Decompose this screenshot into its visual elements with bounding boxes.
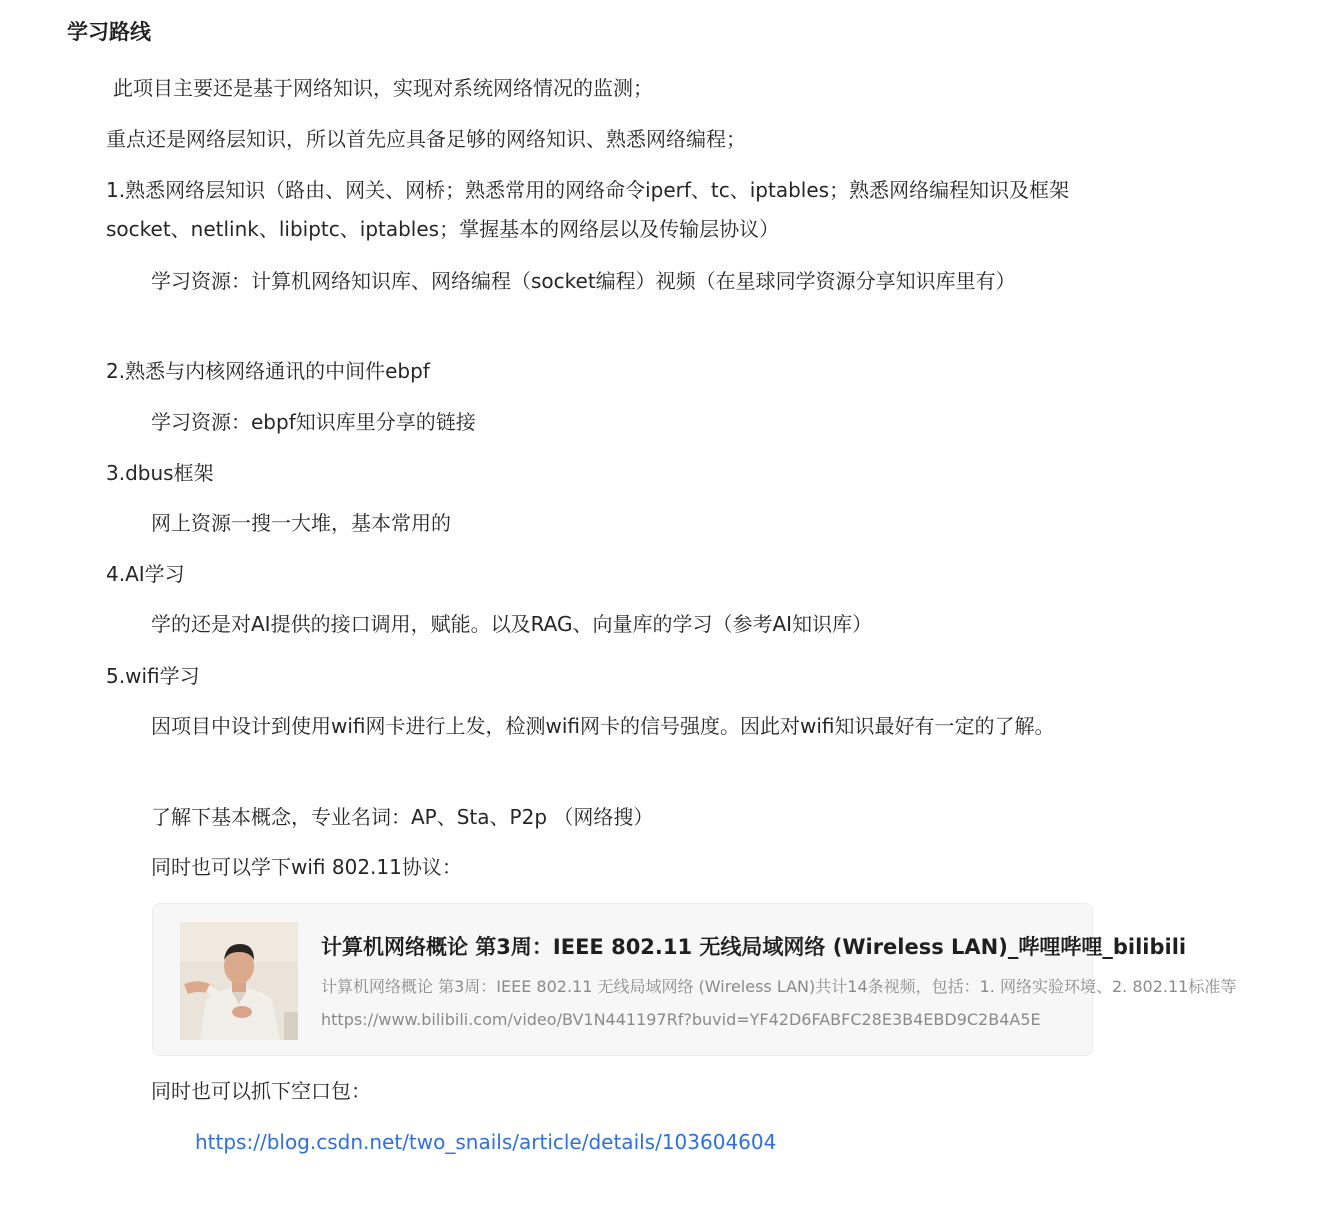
item-2-text: 2.熟悉与内核网络通讯的中间件ebpf	[106, 359, 430, 383]
item-2-resource: 学习资源：ebpf知识库里分享的链接	[151, 410, 476, 434]
item-3-text: 3.dbus框架	[106, 461, 214, 485]
page-title: 学习路线	[67, 20, 151, 44]
item-5-paragraph-1: 因项目中设计到使用wifi网卡进行上发，检测wifi网卡的信号强度。因此对wifi知识最好有一定的了解。	[151, 714, 1055, 738]
item-5-paragraph-3: 同时也可以学下wifi 802.11协议：	[151, 855, 462, 879]
item-1-text: 1.熟悉网络层知识（路由、网关、网桥；熟悉常用的网络命令iperf、tc、iptables；熟悉网络编程知识及框架socket、netlink、libiptc、iptables；掌握基本的网络层以及传输层协议）	[106, 178, 1070, 241]
csdn-article-link[interactable]: https://blog.csdn.net/two_snails/article/details/103604604	[195, 1130, 777, 1154]
lecturer-image-icon	[180, 922, 298, 1040]
link-card[interactable]	[152, 903, 1237, 1056]
item-1-resource: 学习资源：计算机网络知识库、网络编程（socket编程）视频（在星球同学资源分享知识库里有）	[151, 269, 1016, 293]
link-card-description: 计算机网络概论 第3周：IEEE 802.11 无线局域网络 (Wireless LAN)共计14条视频，包括：1. 网络实验环境、2. 802.11标准等	[321, 977, 1237, 996]
item-5-text: 5.wifi学习	[106, 664, 200, 688]
item-5-paragraph-2: 了解下基本概念，专业名词：AP、Sta、P2p （网络搜）	[151, 805, 654, 829]
item-4-resource: 学的还是对AI提供的接口调用，赋能。以及RAG、向量库的学习（参考AI知识库）	[151, 612, 873, 636]
video-thumbnail	[180, 922, 298, 1040]
item-3-resource: 网上资源一搜一大堆，基本常用的	[151, 511, 451, 535]
link-card-url: https://www.bilibili.com/video/BV1N441197Rf?buvid=YF42D6FABFC28E3B4EBD9C2B4A5E	[321, 1010, 1041, 1029]
capture-paragraph: 同时也可以抓下空口包：	[151, 1079, 371, 1103]
item-4-text: 4.AI学习	[106, 562, 185, 586]
link-card-title[interactable]: 计算机网络概论 第3周：IEEE 802.11 无线局域网络 (Wireless LAN)_哔哩哔哩_bilibili	[321, 935, 1187, 959]
intro-paragraph-2: 重点还是网络层知识，所以首先应具备足够的网络知识、熟悉网络编程；	[106, 127, 746, 151]
intro-paragraph-1: 此项目主要还是基于网络知识，实现对系统网络情况的监测；	[113, 76, 653, 100]
